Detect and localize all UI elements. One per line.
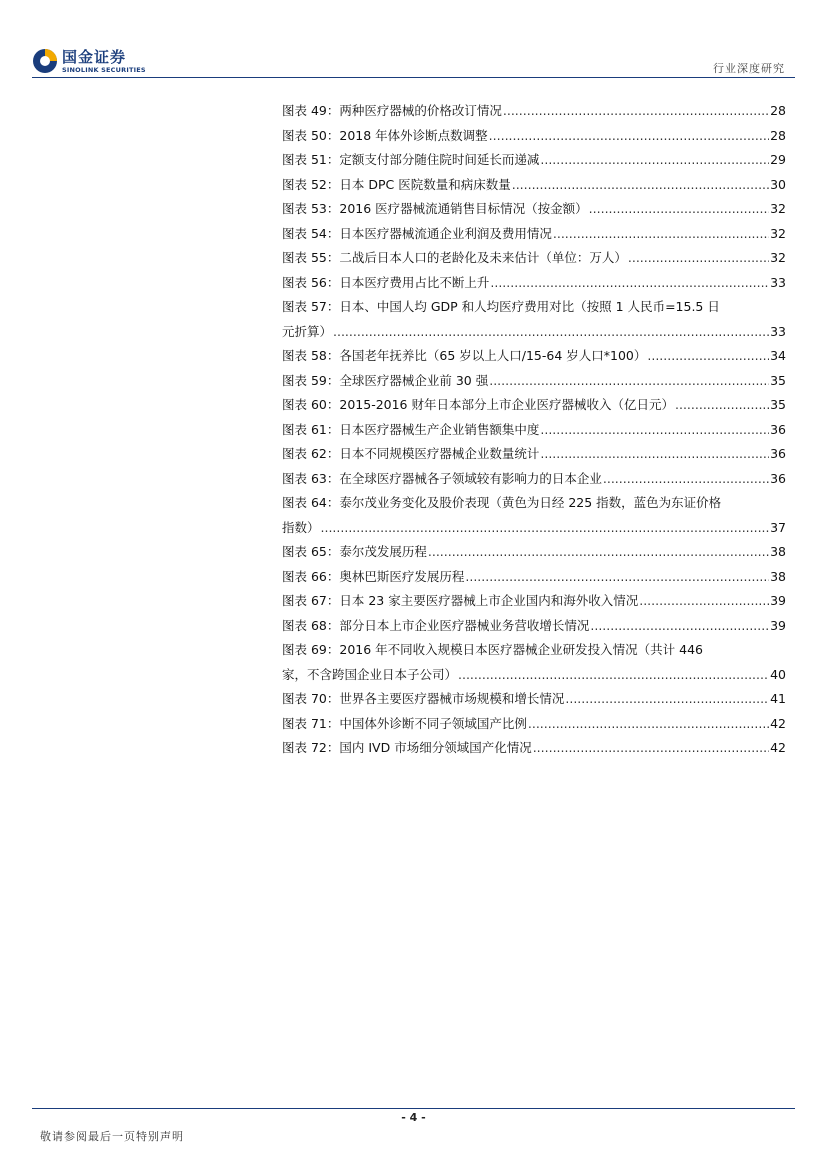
toc-entry[interactable]	[282, 491, 786, 540]
toc-entry-label: 图表 62：日本不同规模医疗器械企业数量统计	[282, 446, 540, 461]
header-divider	[32, 77, 795, 78]
page-number: - 4 -	[401, 1111, 426, 1124]
dot-leader	[458, 663, 769, 688]
toc-entry-label-continued: 家，不含跨国企业日本子公司）	[282, 666, 458, 682]
toc-entry[interactable]	[282, 712, 786, 737]
footer-divider	[32, 1108, 795, 1109]
dot-leader	[489, 369, 769, 394]
dot-leader	[489, 124, 769, 149]
toc-entry-label: 图表 70：世界各主要医疗器械市场规模和增长情况	[282, 691, 565, 706]
dot-leader	[540, 418, 769, 443]
toc-entry-label: 图表 63：在全球医疗器械各子领域较有影响力的日本企业	[282, 470, 602, 486]
dot-leader	[428, 540, 769, 565]
toc-entry[interactable]	[282, 467, 786, 492]
toc-entry-page: 35	[770, 397, 786, 412]
logo-chinese-name: 国金证券	[62, 48, 127, 66]
toc-entry-label: 图表 65：泰尔茂发展历程	[282, 544, 427, 559]
toc-entry-page: 32	[770, 201, 786, 216]
toc-entry[interactable]	[282, 369, 786, 394]
dot-leader	[603, 467, 769, 492]
toc-entry-page: 35	[770, 372, 786, 388]
toc-entry-label: 图表 71：中国体外诊断不同子领域国产比例	[282, 715, 527, 731]
toc-entry-page: 28	[770, 103, 786, 118]
toc-entry[interactable]	[282, 295, 786, 344]
toc-entry-page: 30	[770, 176, 786, 192]
toc-entry-label: 图表 56：日本医疗费用占比不断上升	[282, 274, 490, 290]
toc-entry-label: 图表 68：部分日本上市企业医疗器械业务营收增长情况	[282, 617, 590, 633]
toc-entry-page: 39	[770, 593, 786, 608]
toc-entry-label: 图表 57：日本、中国人均 GDP 和人均医疗费用对比（按照 1 人民币=15.5 日	[282, 299, 720, 314]
toc-entry[interactable]	[282, 442, 786, 467]
company-logo	[32, 46, 157, 78]
toc-entry[interactable]	[282, 614, 786, 639]
toc-entry-label-continued: 元折算）	[282, 323, 333, 339]
toc-entry-label: 图表 52：日本 DPC 医院数量和病床数量	[282, 176, 511, 192]
dot-leader	[490, 271, 769, 296]
toc-entry[interactable]	[282, 736, 786, 761]
dot-leader	[503, 99, 769, 124]
toc-entry-page: 38	[770, 544, 786, 559]
toc-entry-label: 图表 54：日本医疗器械流通企业利润及费用情况	[282, 225, 552, 241]
dot-leader	[321, 516, 770, 541]
toc-entry-label-continued: 指数）	[282, 519, 320, 535]
dot-leader	[590, 614, 769, 639]
toc-entry-page: 36	[770, 470, 786, 486]
toc-entry[interactable]	[282, 418, 786, 443]
toc-entry-label: 图表 55：二战后日本人口的老龄化及未来估计（单位：万人）	[282, 250, 627, 265]
toc-entry-page: 34	[770, 348, 786, 363]
toc-entry-label: 图表 53：2016 医疗器械流通销售目标情况（按金额）	[282, 201, 588, 216]
toc-entry[interactable]	[282, 589, 786, 614]
toc-entry-label: 图表 59：全球医疗器械企业前 30 强	[282, 372, 489, 388]
toc-entry-page: 38	[770, 568, 786, 584]
toc-entry-label: 图表 50：2018 年体外诊断点数调整	[282, 127, 488, 143]
report-type-label: 行业深度研究	[713, 62, 785, 75]
dot-leader	[512, 173, 769, 198]
toc-entry[interactable]	[282, 393, 786, 418]
dot-leader	[533, 736, 769, 761]
dot-leader	[553, 222, 769, 247]
toc-entry-label: 图表 61：日本医疗器械生产企业销售额集中度	[282, 421, 540, 437]
page-header	[0, 0, 827, 80]
toc-entry-page: 33	[770, 274, 786, 290]
toc-entry-page: 39	[770, 617, 786, 633]
dot-leader	[333, 320, 769, 345]
toc-entry[interactable]	[282, 148, 786, 173]
toc-entry-page: 42	[770, 740, 786, 755]
toc-entry-label: 图表 60：2015-2016 财年日本部分上市企业医疗器械收入（亿日元）	[282, 397, 674, 412]
toc-entry-page: 33	[770, 323, 786, 339]
toc-entry-page: 41	[770, 691, 786, 706]
toc-entry-page: 36	[770, 421, 786, 437]
dot-leader	[639, 589, 769, 614]
toc-entry[interactable]	[282, 124, 786, 149]
toc-entry-label: 图表 66：奥林巴斯医疗发展历程	[282, 568, 465, 584]
table-of-figures	[282, 99, 786, 761]
toc-entry-page: 32	[770, 250, 786, 265]
dot-leader	[465, 565, 769, 590]
toc-entry-page: 28	[770, 127, 786, 143]
toc-entry-label: 图表 49：两种医疗器械的价格改订情况	[282, 103, 502, 118]
toc-entry[interactable]	[282, 687, 786, 712]
dot-leader	[628, 246, 769, 271]
logo-english-name: SINOLINK SECURITIES	[62, 66, 146, 74]
toc-entry[interactable]	[282, 344, 786, 369]
dot-leader	[540, 148, 769, 173]
dot-leader	[647, 344, 769, 369]
logo-mark-icon	[32, 48, 58, 74]
toc-entry-label: 图表 51：定额支付部分随住院时间延长而递减	[282, 152, 540, 167]
toc-entry[interactable]	[282, 565, 786, 590]
dot-leader	[675, 393, 769, 418]
toc-entry-page: 32	[770, 225, 786, 241]
toc-entry[interactable]	[282, 173, 786, 198]
toc-entry[interactable]	[282, 222, 786, 247]
toc-entry-label: 图表 67：日本 23 家主要医疗器械上市企业国内和海外收入情况	[282, 593, 639, 608]
toc-entry-label: 图表 69：2016 年不同收入规模日本医疗器械企业研发投入情况（共计 446	[282, 642, 703, 657]
toc-entry[interactable]	[282, 99, 786, 124]
toc-entry[interactable]	[282, 197, 786, 222]
toc-entry-page: 42	[770, 715, 786, 731]
toc-entry[interactable]	[282, 271, 786, 296]
footer-disclaimer: 敬请参阅最后一页特别声明	[40, 1130, 184, 1143]
toc-entry-page: 36	[770, 446, 786, 461]
toc-entry-page: 29	[770, 152, 786, 167]
dot-leader	[589, 197, 769, 222]
toc-entry-label: 图表 64：泰尔茂业务变化及股价表现（黄色为日经 225 指数，蓝色为东证价格	[282, 495, 722, 510]
dot-leader	[528, 712, 769, 737]
toc-entry-label: 图表 72：国内 IVD 市场细分领域国产化情况	[282, 740, 532, 755]
toc-entry[interactable]	[282, 638, 786, 687]
toc-entry[interactable]	[282, 246, 786, 271]
dot-leader	[540, 442, 769, 467]
dot-leader	[565, 687, 769, 712]
toc-entry-page: 37	[770, 519, 786, 535]
toc-entry-label: 图表 58：各国老年抚养比（65 岁以上人口/15-64 岁人口*100）	[282, 348, 647, 363]
toc-entry-page: 40	[770, 666, 786, 682]
toc-entry[interactable]	[282, 540, 786, 565]
